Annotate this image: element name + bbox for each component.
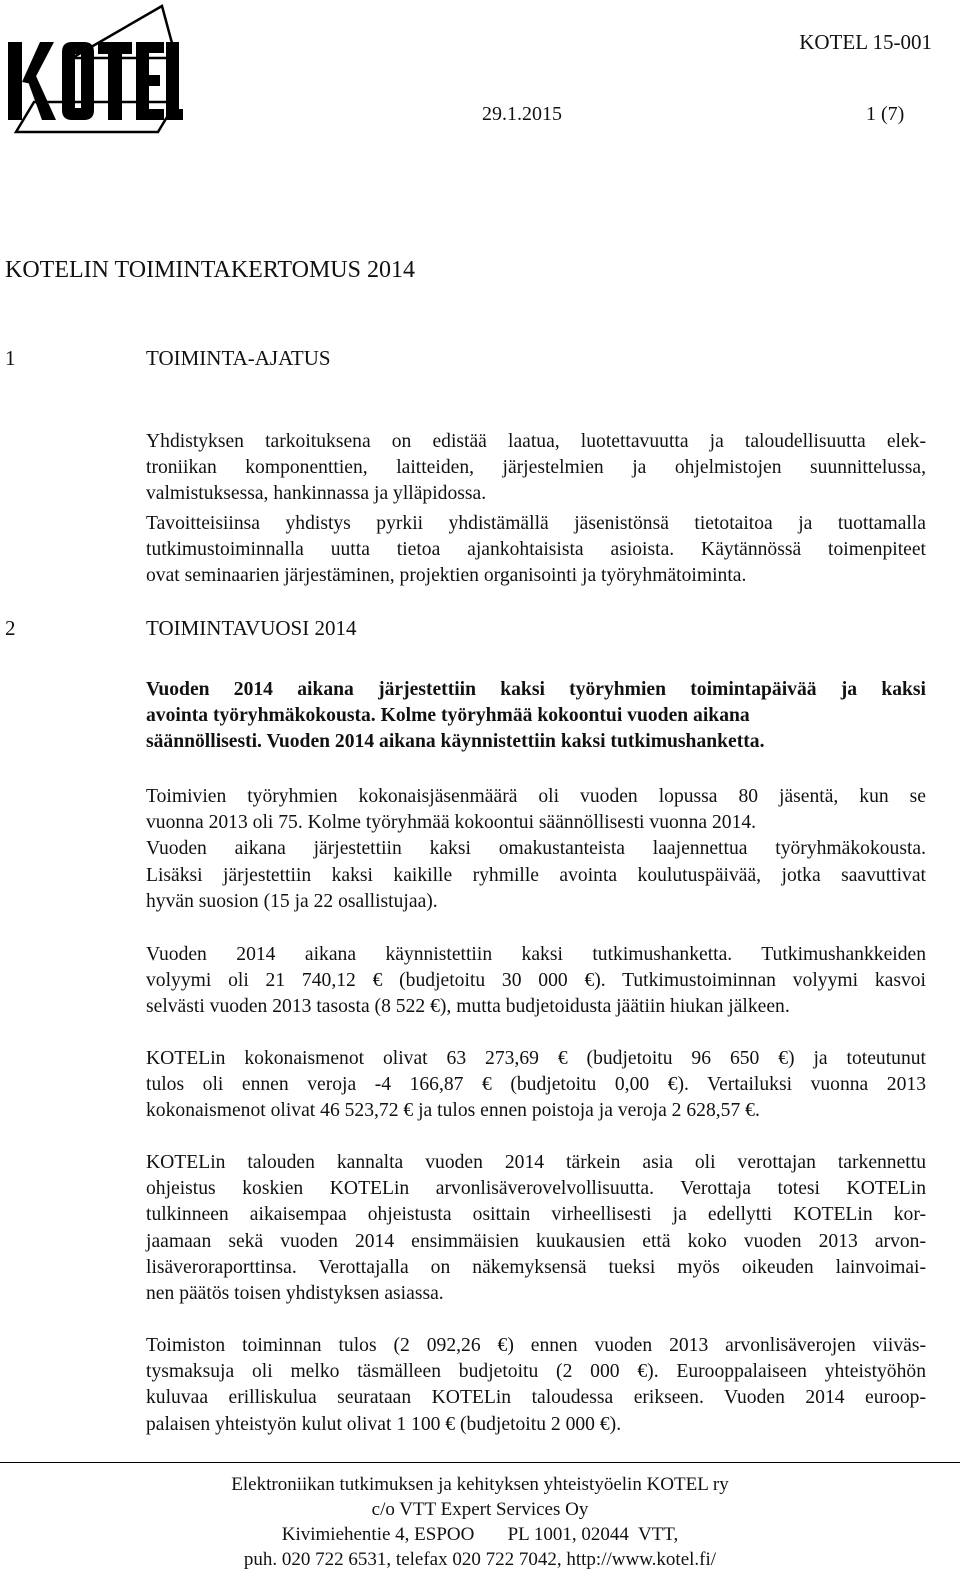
kotel-logo (4, 2, 184, 138)
text-line: kokonaismenot olivat 46 523,72 € ja tulos ennen poistoja ja veroja 2 628,57 €. (146, 1100, 760, 1122)
section-2-paragraph-6 (146, 1333, 926, 1438)
section-1-paragraph-2 (146, 511, 926, 590)
text-line: Tavoitteisiinsa yhdistys pyrkii yhdistämällä jäsenistönsä tietotaitoa ja tuottamalla (146, 513, 926, 534)
text-line: Toimiston toiminnan tulos (2 092,26 €) ennen vuoden 2013 arvonlisäverojen viiväs- (146, 1335, 926, 1356)
document-date: 29.1.2015 (482, 103, 562, 125)
page-count: 1 (7) (866, 103, 905, 125)
text-line: palaisen yhteistyön kulut olivat 1 100 € (budjetoitu 2 000 €). (146, 1413, 622, 1435)
section-2-paragraph-5 (146, 1150, 926, 1307)
footer-line-address: Kivimiehentie 4, ESPOO PL 1001, 02044 VTT, (281, 1524, 679, 1545)
footer-divider (0, 1462, 960, 1463)
document-title: KOTELIN TOIMINTAKERTOMUS 2014 (5, 257, 415, 283)
section-2-paragraph-3 (146, 942, 926, 1021)
text-line: ovat seminaarien järjestäminen, projektien organisointi ja työryhmätoiminta. (146, 565, 747, 587)
text-line: Lisäksi järjestettiin kaksi kaikille ryhmille avointa koulutuspäivää, jotka saavuttivat (146, 864, 926, 886)
text-line: tulkinneen aikaisempaa ohjeistusta osittain virheellisesti ja edellytti KOTELin kor- (146, 1204, 926, 1226)
text-line: troniikan komponenttien, laitteiden, järjestelmien ja ohjelmistojen suunnittelussa, (146, 457, 926, 479)
text-line: nen päätös toisen yhdistyksen asiassa. (146, 1283, 444, 1305)
text-line: kuluvaa erilliskulua seurataan KOTELin taloudessa erikseen. Vuoden 2014 euroop- (146, 1387, 926, 1409)
section-1-number: 1 (5, 346, 16, 370)
text-line: Vuoden aikana järjestettiin kaksi omakustanteista laajennettua työryhmäkokousta. (146, 838, 926, 860)
text-line: Vuoden 2014 aikana järjestettiin kaksi työryhmien toimintapäivää ja kaksi (146, 679, 926, 700)
text-line: tulos oli ennen veroja -4 166,87 € (budjetoitu 0,00 €). Vertailuksi vuonna 2013 (146, 1074, 926, 1096)
text-line: jaamaan sekä vuoden 2014 ensimmäisien kuukausien että koko vuoden 2013 arvon- (146, 1230, 926, 1252)
text-line: ohjeistus koskien KOTELin arvonlisäverovelvollisuutta. Verottaja totesi KOTELin (146, 1178, 926, 1200)
logo-letters (8, 42, 183, 120)
document-code: KOTEL 15-001 (799, 30, 932, 54)
text-line: tysmaksuja oli melko täsmälleen budjetoitu (2 000 €). Eurooppalaiseen yhteistyöhön (146, 1361, 926, 1383)
text-line: volyymi oli 21 740,12 € (budjetoitu 30 000 €). Tutkimustoiminnan volyymi kasvoi (146, 970, 926, 992)
section-2-paragraph-2 (146, 784, 926, 915)
text-line: selvästi vuoden 2013 tasosta (8 522 €), mutta budjetoidusta jäätiin hiukan jälkeen. (146, 996, 790, 1018)
footer-line-care-of: c/o VTT Expert Services Oy (371, 1499, 589, 1520)
text-line: KOTELin talouden kannalta vuoden 2014 tärkein asia oli verottajan tarkennettu (146, 1152, 926, 1173)
text-line: lisäveroraporttinsa. Verottajalla on näkemyksensä tueksi myös oikeuden lainvoimai- (146, 1256, 926, 1278)
footer-line-contact: puh. 020 722 6531, telefax 020 722 7042, http://www.kotel.fi/ (243, 1549, 717, 1570)
text-line: tutkimustoiminnalla uutta tietoa ajankohtaisista asioista. Käytännössä toimenpiteet (146, 539, 926, 561)
section-2-paragraph-1 (146, 677, 926, 756)
section-1-paragraph-1 (146, 429, 926, 508)
text-line: Vuoden 2014 aikana käynnistettiin kaksi tutkimushanketta. Tutkimushankkeiden (146, 944, 926, 965)
section-2-number: 2 (5, 616, 16, 640)
text-line: avointa työryhmäkokousta. Kolme työryhmää kokoontui vuoden aikana (146, 705, 750, 727)
footer-line-organization: Elektroniikan tutkimuksen ja kehityksen yhteistyöelin KOTEL ry (231, 1474, 729, 1495)
section-2-title: TOIMINTAVUOSI 2014 (146, 616, 357, 640)
text-line: KOTELin kokonaismenot olivat 63 273,69 € (budjetoitu 96 650 €) ja toteutunut (146, 1048, 926, 1069)
text-line: Toimivien työryhmien kokonaisjäsenmäärä oli vuoden lopussa 80 jäsentä, kun se (146, 786, 926, 807)
text-line: Yhdistyksen tarkoituksena on edistää laatua, luotettavuutta ja taloudellisuutta elek- (146, 431, 926, 452)
text-line: vuonna 2013 oli 75. Kolme työryhmää kokoontui säännöllisesti vuonna 2014. (146, 812, 757, 834)
text-line: valmistuksessa, hankinnassa ja ylläpidossa. (146, 483, 487, 505)
text-line: säännöllisesti. Vuoden 2014 aikana käynnistettiin kaksi tutkimushanketta. (146, 731, 765, 753)
text-line: hyvän suosion (15 ja 22 osallistujaa). (146, 890, 438, 912)
section-1-title: TOIMINTA-AJATUS (146, 346, 331, 370)
section-2-paragraph-4 (146, 1046, 926, 1125)
footer (0, 1472, 960, 1572)
